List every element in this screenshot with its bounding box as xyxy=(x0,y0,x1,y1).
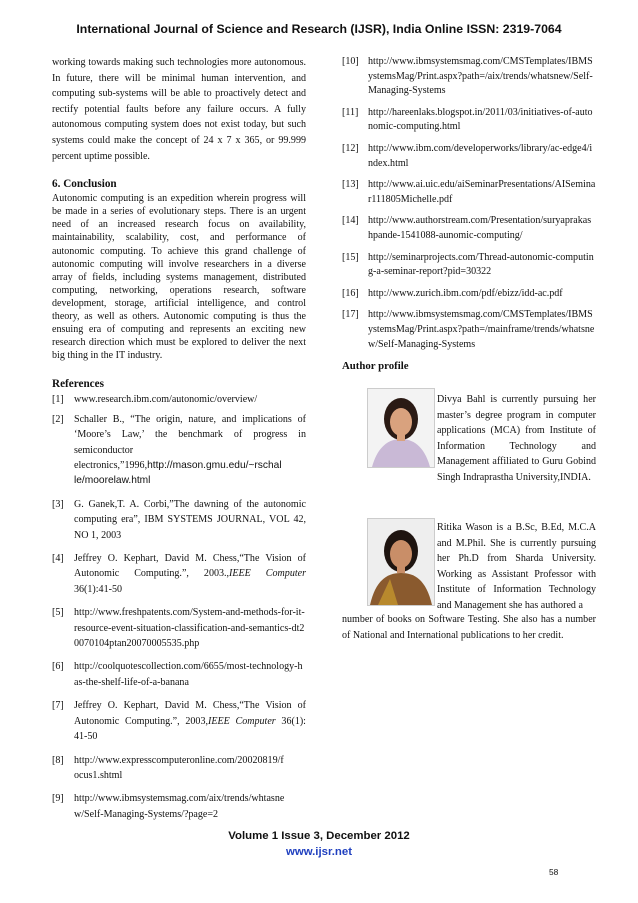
author-bio-divya: Divya Bahl is currently pursuing her master’s degree program in computer applications (MCA) from Institute of Information Technology and Management affiliated to Guru Gobind Singh Indraprastha University,INDIA. xyxy=(437,394,596,483)
references-list-left xyxy=(52,392,306,822)
reference-12: [12] http://www.ibm.com/developerworks/library/ac-edge4/index.html xyxy=(342,142,593,169)
author-photo-divya xyxy=(367,388,435,468)
reference-10: [10] http://www.ibmsystemsmag.com/CMSTemplates/IBMSystemsMag/Print.aspx?path=/aix/trends/whatsnew/Self-Managing-Systems xyxy=(342,56,593,97)
references-heading: References xyxy=(52,378,104,391)
reference-2: [2] Schaller B., “The origin, nature, and implications of ‘Moore’s Law,’ the benchmark of progress in semiconductor electronics,”1996,http://mason.gmu.edu/~rschal le/moorelaw.html xyxy=(52,413,306,487)
conclusion-heading: 6. Conclusion xyxy=(52,178,117,191)
reference-1: [1] www.research.ibm.com/autonomic/overview/ xyxy=(52,394,258,406)
footer-volume: Volume 1 Issue 3, December 2012 xyxy=(228,830,410,842)
reference-14: [14] http://www.authorstream.com/Presentation/suryaprakashpande-1541088-aunomic-computing/ xyxy=(342,215,592,241)
author-profile-heading: Author profile xyxy=(342,360,409,373)
reference-11: [11] http://hareenlaks.blogspot.in/2011/03/initiatives-of-autonomic-computing.html xyxy=(342,106,593,133)
reference-16: [16] http://www.zurich.ibm.com/pdf/ebizz/idd-ac.pdf xyxy=(342,287,563,299)
reference-8: [8] http://www.expresscomputeronline.com/20020819/f ocus1.shtml xyxy=(52,754,284,781)
author-bio-ritika-part2: number of books on Software Testing. She also has a number of National and International publications to her credit. xyxy=(342,614,596,641)
page-number: 58 xyxy=(549,867,559,877)
reference-9: [9] http://www.ibmsystemsmag.com/aix/trends/whtasne w/Self-Managing-Systems/?page=2 xyxy=(52,793,285,820)
author-bio-ritika-part1: Ritika Wason is a B.Sc, B.Ed, M.C.A and M.Phil. She is currently pursuing her Ph.D from Sharda University. Working as Assistant Professor with Institute of Information Technology and Management she has authored a xyxy=(437,522,596,611)
intro-paragraph: working towards making such technologies more autonomous. In future, there will be minimal human intervention, and computing sub-systems will be able to proactively detect and rectify potential faults before any failure occurs. A fully autonomous computing system does not exist today, but such systems could make the concept of 24 x 7 x 365, or 99.999 percent uptime possible. xyxy=(52,57,306,162)
journal-header: International Journal of Science and Research (IJSR), India Online ISSN: 2319-7064 xyxy=(76,22,562,36)
left-column xyxy=(52,55,306,830)
conclusion-body: Autonomic computing is an expedition wherein progress will be made in a series of evolutionary steps. There is an urgent need of an increased research focus on availability, maintainability, scalability, cost, and performance of autonomic computing. To achieve this grand challenge of autonomic computing will involve researchers in a diverse array of fields, including systems management, distributed computing, networking, operations research, software development, storage, artificial intelligence, and control theory, as well as others. Autonomic computing is thus the ensuing era of computing and represents an exciting new research direction which must be explored to deliver the next big thing in the IT industry. xyxy=(52,193,306,362)
reference-15: [15] http://seminarprojects.com/Thread-autonomic-computing-a-seminar-report?pid=30322 xyxy=(342,251,594,278)
reference-17: [17] http://www.ibmsystemsmag.com/CMSTemplates/IBMSystemsMag/Print.aspx?path=/mainframe/trends/whatsnew/Self-Managing-Systems xyxy=(342,309,595,350)
author-photo-ritika xyxy=(367,518,435,606)
references-list-right xyxy=(342,55,596,352)
reference-6: [6] http://coolquotescollection.com/6655/most-technology-has-the-shelf-life-of-a-banana xyxy=(52,661,303,688)
footer-site-link[interactable]: www.ijsr.net xyxy=(285,846,353,858)
reference-3: [3] G. Ganek,T. A. Corbi,”The dawning of the autonomic computing era”, IBM SYSTEMS JOURNAL, VOL 42, NO 1, 2003 xyxy=(52,498,306,541)
reference-13: [13] http://www.ai.uic.edu/aiSeminarPresentations/AISeminar111805Michelle.pdf xyxy=(342,179,596,205)
reference-7: [7] Jeffrey O. Kephart, David M. Chess,“The Vision of Autonomic Computing.”, 2003,IEEE Computer 36(1): 41-50 xyxy=(52,700,306,743)
reference-4: [4] Jeffrey O. Kephart, David M. Chess,“The Vision of Autonomic Computing.”, 2003.,IEEE Computer 36(1):41-50 xyxy=(52,553,306,595)
right-column xyxy=(342,55,596,381)
reference-5: [5] http://www.freshpatents.com/System-and-methods-for-it-resource-event-situation-classification-and-semantics-dt20070104ptan20070005535.php xyxy=(52,607,305,650)
